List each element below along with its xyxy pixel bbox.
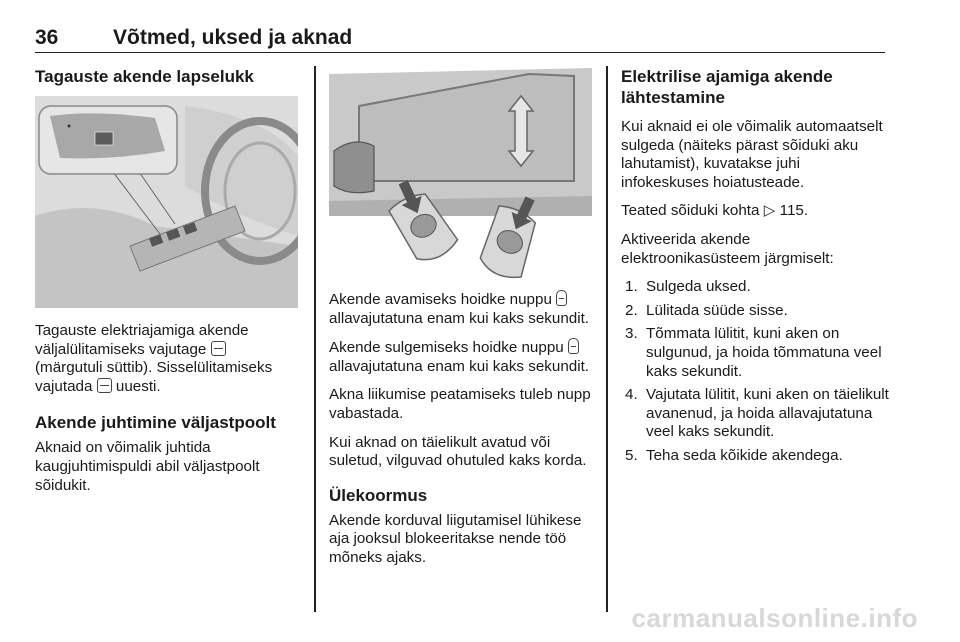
child-lock-window-icon	[211, 341, 226, 356]
subheading: Akende juhtimine väljastpoolt	[35, 413, 276, 433]
step-number: 2.	[625, 301, 638, 319]
column-1-body	[35, 322, 297, 505]
page-number: 36	[35, 26, 59, 49]
list-item	[621, 447, 889, 466]
step-text: Vajutata lülitit, kuni aken on täielikult avanenud, ja hoida allavajutatuna veel kaks sekundit.	[646, 386, 889, 441]
remote-window-illustration	[329, 66, 592, 291]
page-title: Võtmed, uksed ja aknad	[113, 26, 353, 49]
list-item	[621, 278, 889, 297]
watermark: carmanualsonline.info	[631, 603, 918, 633]
text: allavajutatuna enam kui kaks sekundit.	[329, 357, 590, 375]
column-1	[35, 66, 297, 95]
text: allavajutatuna enam kui kaks sekundit.	[329, 309, 590, 327]
paragraph	[35, 322, 297, 396]
list-item	[621, 386, 889, 442]
step-text: Tõmmata lülitit, kuni aken on sulgunud, ja hoida tõmmatuna veel kaks sekundit.	[646, 325, 882, 380]
text: uuesti.	[115, 377, 161, 395]
paragraph: Akende korduval liigutamisel lühikese aja jooksul blokeeritakse nende töö mõneks ajaks.	[329, 511, 582, 566]
paragraph	[329, 290, 594, 328]
page-header	[35, 26, 885, 53]
subheading: Ülekoormus	[329, 485, 428, 505]
step-number: 1.	[625, 278, 638, 296]
step-number: 3.	[625, 325, 638, 343]
column-3	[621, 66, 889, 471]
column-2-body	[329, 290, 594, 578]
column-divider	[314, 66, 316, 612]
column-divider	[606, 66, 608, 612]
paragraph: Aknaid on võimalik juhtida kaugjuhtimispuldi abil väljastpoolt sõidukit.	[35, 439, 260, 494]
lock-button-icon	[568, 338, 579, 354]
step-number: 4.	[625, 386, 638, 404]
step-text: Teha seda kõikide akendega.	[646, 446, 843, 464]
unlock-button-icon	[556, 290, 567, 306]
list-item	[621, 325, 889, 381]
text: 115.	[779, 202, 809, 220]
text: Akende sulgemiseks hoidke nuppu	[329, 339, 564, 357]
page-ref-icon: ▷	[763, 202, 776, 220]
step-text: Sulgeda uksed.	[646, 278, 751, 296]
paragraph: Kui aknad on täielikult avatud või suletud, vilguvad ohutuled kaks korda.	[329, 433, 587, 470]
paragraph: Aktiveerida akende elektroonikasüsteem järgmiselt:	[621, 230, 834, 267]
child-lock-window-icon	[97, 378, 112, 393]
step-number: 5.	[625, 446, 638, 464]
section-heading: Tagauste akende lapselukk	[35, 67, 254, 86]
text: Tagauste elektriajamiga akende väljalülitamiseks vajutage	[35, 322, 249, 358]
text: (märgutuli süttib). Sisselülitamiseks vajutada	[35, 359, 273, 395]
step-text: Lülitada süüde sisse.	[646, 301, 788, 319]
text: Teated sõiduki kohta	[621, 202, 760, 220]
paragraph: Kui aknaid ei ole võimalik automaatselt sulgeda (näiteks pärast sõiduki aku lahutamist), kuvatakse juhi infokeskuses hoiatusteade.	[621, 118, 883, 191]
paragraph: Akna liikumise peatamiseks tuleb nupp vabastada.	[329, 386, 591, 422]
text: Akende avamiseks hoidke nuppu	[329, 291, 552, 308]
list-item	[621, 302, 889, 321]
paragraph	[621, 202, 889, 221]
paragraph	[329, 338, 594, 376]
door-switch-illustration	[35, 96, 298, 308]
steps-list	[621, 278, 889, 465]
section-heading: Elektrilise ajamiga akende lähtestamine	[621, 67, 833, 107]
